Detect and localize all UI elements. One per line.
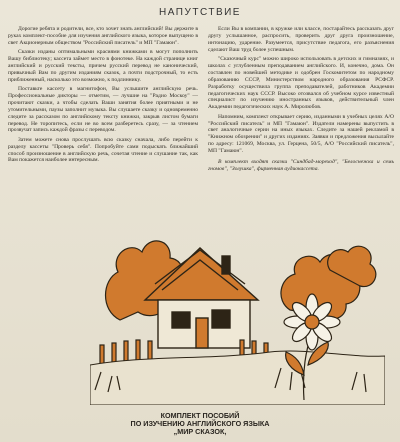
left-paragraph-4: Затем можете снова прослушать всю сказку сначала, либо перейти к разделу кассеты "Проверь себя". Попробуйте сами подыскать ближайший способ произношение в английскую речь, сочетая чтение и слушание так, как Вам покажется наиболее интересным.	[8, 136, 198, 164]
left-column	[8, 26, 198, 167]
ground	[90, 351, 385, 405]
left-paragraph-2: Сказки изданы оптимальными красиями книжками в могут пополнить Вашу библиотеку; кассета займет место в фонотеке. На каждой странице книг английский и русский тексты, причем русский перевод не канонический, привычный Вам по другим изданиям сказок, а почти подстрочный, то есть приближенный, насколько это возможно, к подлиннику.	[8, 49, 198, 83]
contents-note: В комплект входят сказки "Синдбад-мореход", "Белоснежка и семь гномов", "Золушка", фирменная аудиокассета.	[208, 159, 394, 172]
right-column	[208, 26, 394, 175]
left-paragraph-1: Дорогие ребята и родители, все, кто хочет знать английский! Вы держите в руках комплект-пособие для изучения английского языка, которое выпущено в свет Акционерным обществом "Российский писатель" и МП "Гамаюн".	[8, 26, 198, 46]
right-paragraph-2: "Сказочный курс" можно широко использовать в детских и гимназиях, и школах с углубленным преподаванием английского. И, конечно, дома. Он составлен по новейшей методике и одобрен Госкомитетом по народному образованию СССР, Министерством народного образования РСФСР. Разработку осуществила группа преподавателей, работников Академии педагогических наук СССР. Высоко отозвался об учебном курсе известный специалист по изучению иностранных языков, действительный член Академии педагогических наук А. Миролюбов.	[208, 56, 394, 111]
right-paragraph-3: Напомним, комплект открывает серию, изданными в учебных целях A/O "Российский писатель" и МП "Гамаюн". Издатели намерены выпустить в свет аналогичные серии на иных языках. Следите за нашей рекламой в "Книжном обозрении" и других изданиях. Заявки и предложения высылайте по адресу: 121069, Москва, ул. Герцена, 50/5, A/O "Российский писатель", МП "Гамаюн".	[208, 113, 394, 155]
page-title: НАПУТСТВИЕ	[159, 7, 241, 18]
series-title-line-2: ПО ИЗУЧЕНИЮ АНГЛИЙСКОГО ЯЗЫКА	[130, 419, 270, 428]
series-title-line-1: КОМПЛЕКТ ПОСОБИЙ	[160, 411, 240, 420]
left-paragraph-3: Поставьте кассету в магнитофон, Вы услышите английскую речь. Профессиональные дикторы — отметим, — лучшие на "Радио Москоу" — прочитают сказки, а чтобы сделать Ваши занятия более приятными и не утомительными, паузы заполнит музыка. Вы слушаете сказку и одновременно следите за рассказом по английскому тексту книжки, закрыв листом бумаги перевод. Не торопитесь, если не во всем разберетесь сразу, — за чтением прозвучат запись каждой фразы с переводом.	[8, 86, 198, 134]
right-paragraph-1: Если Вы в компании, в кружке или классе, постарайтесь рассказать друг другу услышанное, распросить, проверить друг друга произношение, интонацию, ударение. Разумеется, присутствие педагога, его разъяснения сделают Ваш труд более успешным.	[208, 26, 394, 53]
series-title-line-3: „МИР СКАЗОК,	[173, 427, 227, 436]
series-title	[110, 412, 290, 436]
fairy-tale-illustration	[90, 200, 385, 405]
